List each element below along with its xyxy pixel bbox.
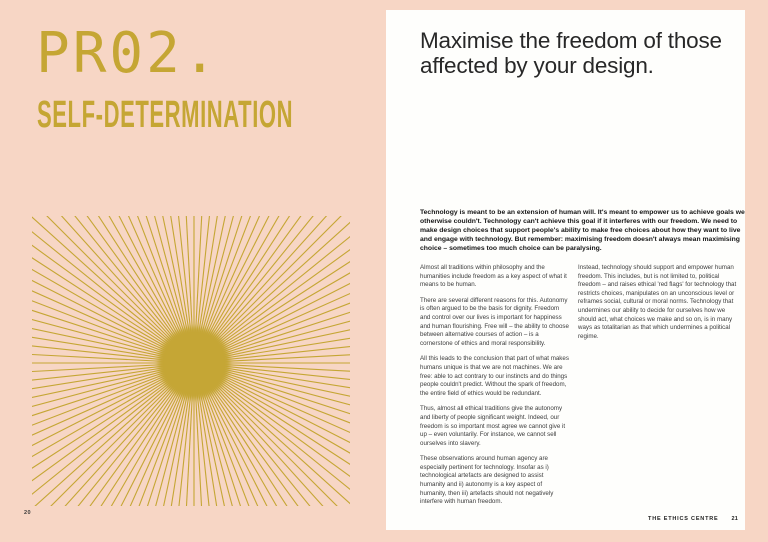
paragraph: There are several different reasons for this. Autonomy is often argued to be the basis for dignity. Freedom and control over our lives is important for happiness and human flourishing. Free will – the ability to choose between alternative courses of action – is a cornerstone of ethics and moral responsibility.: [420, 296, 569, 347]
body-columns: [420, 264, 742, 514]
publisher-name: THE ETHICS CENTRE: [648, 516, 719, 522]
page-title: Maximise the freedom of those affected by your design.: [420, 28, 722, 78]
intro-paragraph: Technology is meant to be an extension of human will. It's meant to empower us to achieve goals we otherwise couldn't. Technology can't achieve this goal if it interferes with our freedom. We need to make design choices that support people's ability to make free choices about how they want to live and engage with technology. But remember: maximising freedom doesn't always mean maximising choice – sometimes too much choice can be paralysing.: [420, 209, 745, 252]
body-column-right: [578, 264, 742, 514]
page-number-right: 21: [731, 516, 738, 522]
paragraph: All this leads to the conclusion that part of what makes humans unique is that we are not machines. We are free: able to act contrary to our instincts and do things people couldn't predict. Without the spark of freedom, the entire field of ethics would be redundant.: [420, 355, 569, 397]
body-column-left: [420, 264, 569, 514]
paragraph: Instead, technology should support and empower human freedom. This includes, but is not limited to, political freedom – and raises ethical 'red flags' for technology that restricts choices, manipulates on an unconscious level or reframes social, cultural or moral norms. Technology that undermines our ability to decide for ourselves how we should act, what choices we make and so on, is in many ways as totalitarian as that which undermines a political regime.: [578, 264, 737, 340]
principle-title-wrap: [37, 96, 377, 134]
page-footer: [648, 516, 738, 522]
sunburst-icon: [32, 216, 350, 506]
principle-title: SELF-DETERMINATION: [37, 94, 294, 136]
paragraph: Thus, almost all ethical traditions give the autonomy and liberty of people significant weight. Indeed, our freedom is so important most agree we cannot give it up – even voluntarily. For instance, we cannot sell ourselves into slavery.: [420, 405, 566, 447]
principle-code: PR02.: [36, 21, 220, 86]
right-page: [386, 10, 745, 530]
paragraph: These observations around human agency are especially pertinent for technology. Insofar as i) technological artefacts are designed to assist humanity and ii) autonomy is a key aspect of humanity, then iii) artefacts should not negatively interfere with human freedom.: [420, 455, 554, 506]
paragraph: Almost all traditions within philosophy and the humanities include freedom as a key aspect of what it means to be human.: [420, 264, 567, 289]
page-number-left: 20: [24, 510, 31, 516]
